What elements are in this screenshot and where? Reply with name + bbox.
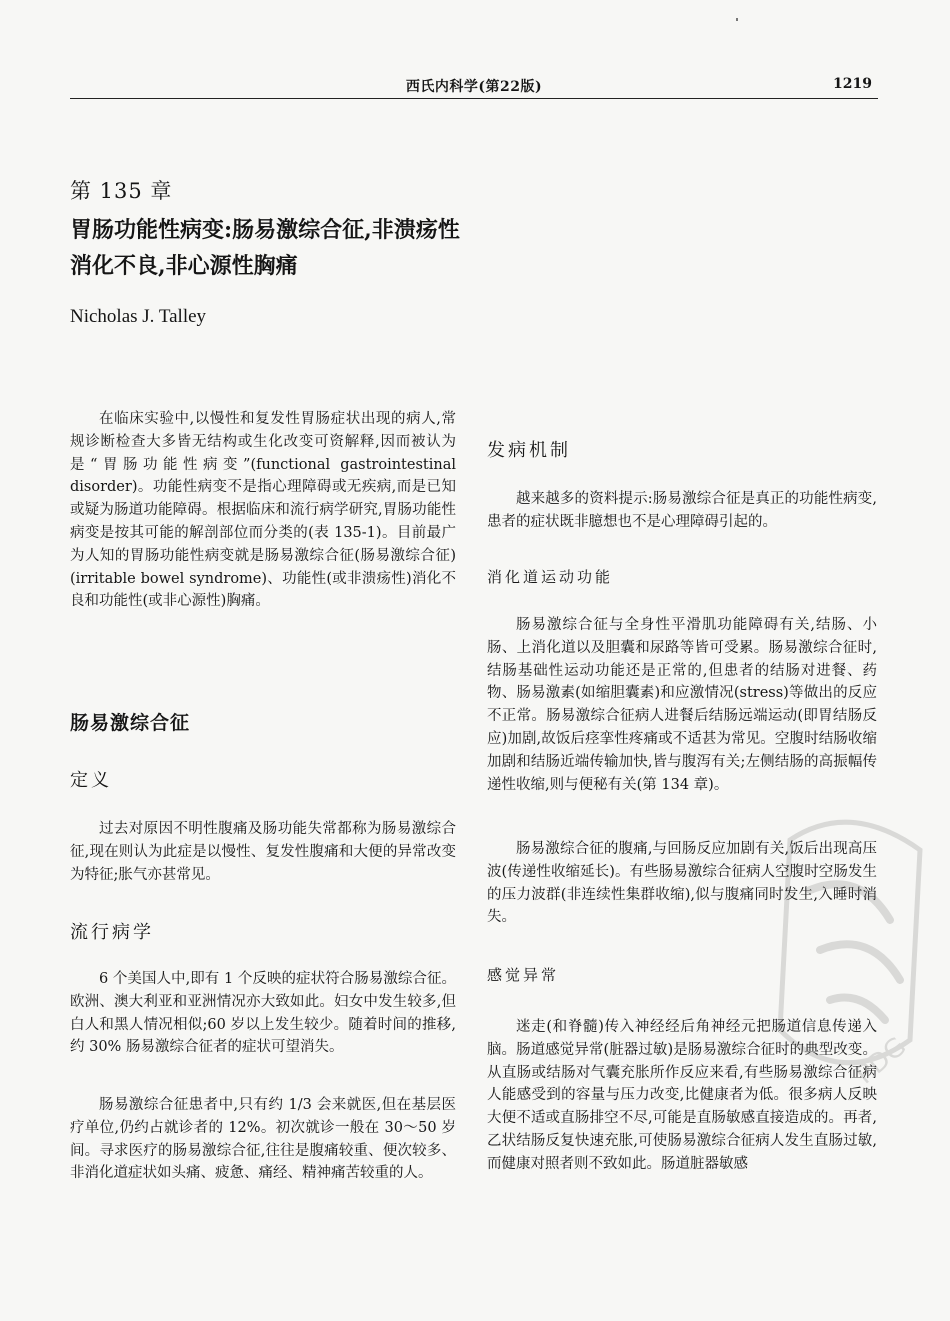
sensory-heading: 感觉异常	[487, 966, 560, 984]
chapter-number: 第 135 章	[70, 179, 173, 203]
watermark-text: PDG	[850, 1031, 913, 1091]
definition-heading: 定义	[70, 770, 112, 791]
definition-paragraph: 过去对原因不明性腹痛及肠功能失常都称为肠易激综合征,现在则认为此症是以慢性、复发性腹痛和大便的异常改变为特征;胀气亦甚常见。	[70, 821, 456, 883]
intro-paragraph: 在临床实验中,以慢性和复发性胃肠症状出现的病人,常规诊断检查大多皆无结构或生化改变可资解释,因而被认为是“胃肠功能性病变”(functional gastrointestinal disorder)。功能性病变不是指心理障碍或无疾病,而是已知或疑为肠道功能障碍。根据临床和流行病学研究,胃肠功能性病变是按其可能的解剖部位而分类的(表 135-1)。目前最广为人知的胃肠功能性病变就是肠易激综合征(肠易激综合征)(irritable bowel syndrome)、功能性(或非溃疡性)消化不良和功能性(或非心源性)胸痛。	[70, 411, 456, 610]
page-number: 1219	[833, 76, 872, 92]
running-title: 西氏内科学(第22版)	[405, 79, 543, 95]
epidemiology-paragraph-2: 肠易激综合征患者中,只有约 1/3 会来就医,但在基层医疗单位,仍约占就诊者的 12%。初次就诊一般在 30～50 岁间。寻求医疗的肠易激综合征,往往是腹痛较重、便次较多、非消化道症状如头痛、疲惫、痛经、精神痛苦较重的人。	[70, 1097, 456, 1182]
scan-speck	[736, 18, 738, 21]
author-name: Nicholas J. Talley	[70, 306, 207, 327]
epidemiology-paragraph-1: 6 个美国人中,即有 1 个反映的症状符合肠易激综合征。欧洲、澳大利亚和亚洲情况亦大致如此。妇女中发生较多,但白人和黑人情况相似;60 岁以上发生较少。随着时间的推移,约 30% 肠易激综合征者的症状可望消失。	[70, 971, 456, 1056]
motility-heading: 消化道运动功能	[487, 568, 614, 586]
chapter-title	[70, 212, 590, 284]
motility-paragraph-2: 肠易激综合征的腹痛,与回肠反应加剧有关,饭后出现高压波(传递性收缩延长)。有些肠易激综合征病人空腹时空肠发生的压力波群(非连续性集群收缩),似与腹痛同时发生,入睡时消失。	[487, 841, 877, 926]
section-heading-ibs: 肠易激综合征	[70, 712, 191, 734]
chapter-title-line-2: 消化不良,非心源性胸痛	[70, 253, 298, 279]
epidemiology-heading: 流行病学	[70, 922, 154, 943]
motility-paragraph-1: 肠易激综合征与全身性平滑肌功能障碍有关,结肠、小肠、上消化道以及胆囊和尿路等皆可受累。肠易激综合征时,结肠基础性运动功能还是正常的,但患者的结肠对进餐、药物、肠易激素(如缩胆囊素)和应激情况(stress)等做出的反应不正常。肠易激综合征病人进餐后结肠远端运动(即胃结肠反应)加剧,故饭后痉挛性疼痛或不适甚为常见。空腹时结肠收缩加剧和结肠近端传输加快,皆与腹泻有关;左侧结肠的高振幅传递性收缩,则与便秘有关(第 134 章)。	[487, 617, 877, 793]
running-header	[70, 76, 878, 99]
chapter-title-line-1: 胃肠功能性病变:肠易激综合征,非溃疡性	[70, 217, 460, 243]
sensory-paragraph: 迷走(和脊髓)传入神经经后角神经元把肠道信息传递入脑。肠道感觉异常(脏器过敏)是肠易激综合征时的典型改变。从直肠或结肠对气囊充胀所作反应来看,有些肠易激综合征病人能感受到的容量与压力改变,比健康者为低。很多病人反映大便不适或直肠排空不尽,可能是直肠敏感直接造成的。再者,乙状结肠反复快速充胀,可使肠易激综合征病人发生直肠过敏,而健康对照者则不致如此。肠道脏器敏感	[487, 1019, 877, 1172]
pathogenesis-paragraph: 越来越多的资料提示:肠易激综合征是真正的功能性病变,患者的症状既非臆想也不是心理障碍引起的。	[487, 491, 877, 530]
pathogenesis-heading: 发病机制	[487, 440, 571, 461]
